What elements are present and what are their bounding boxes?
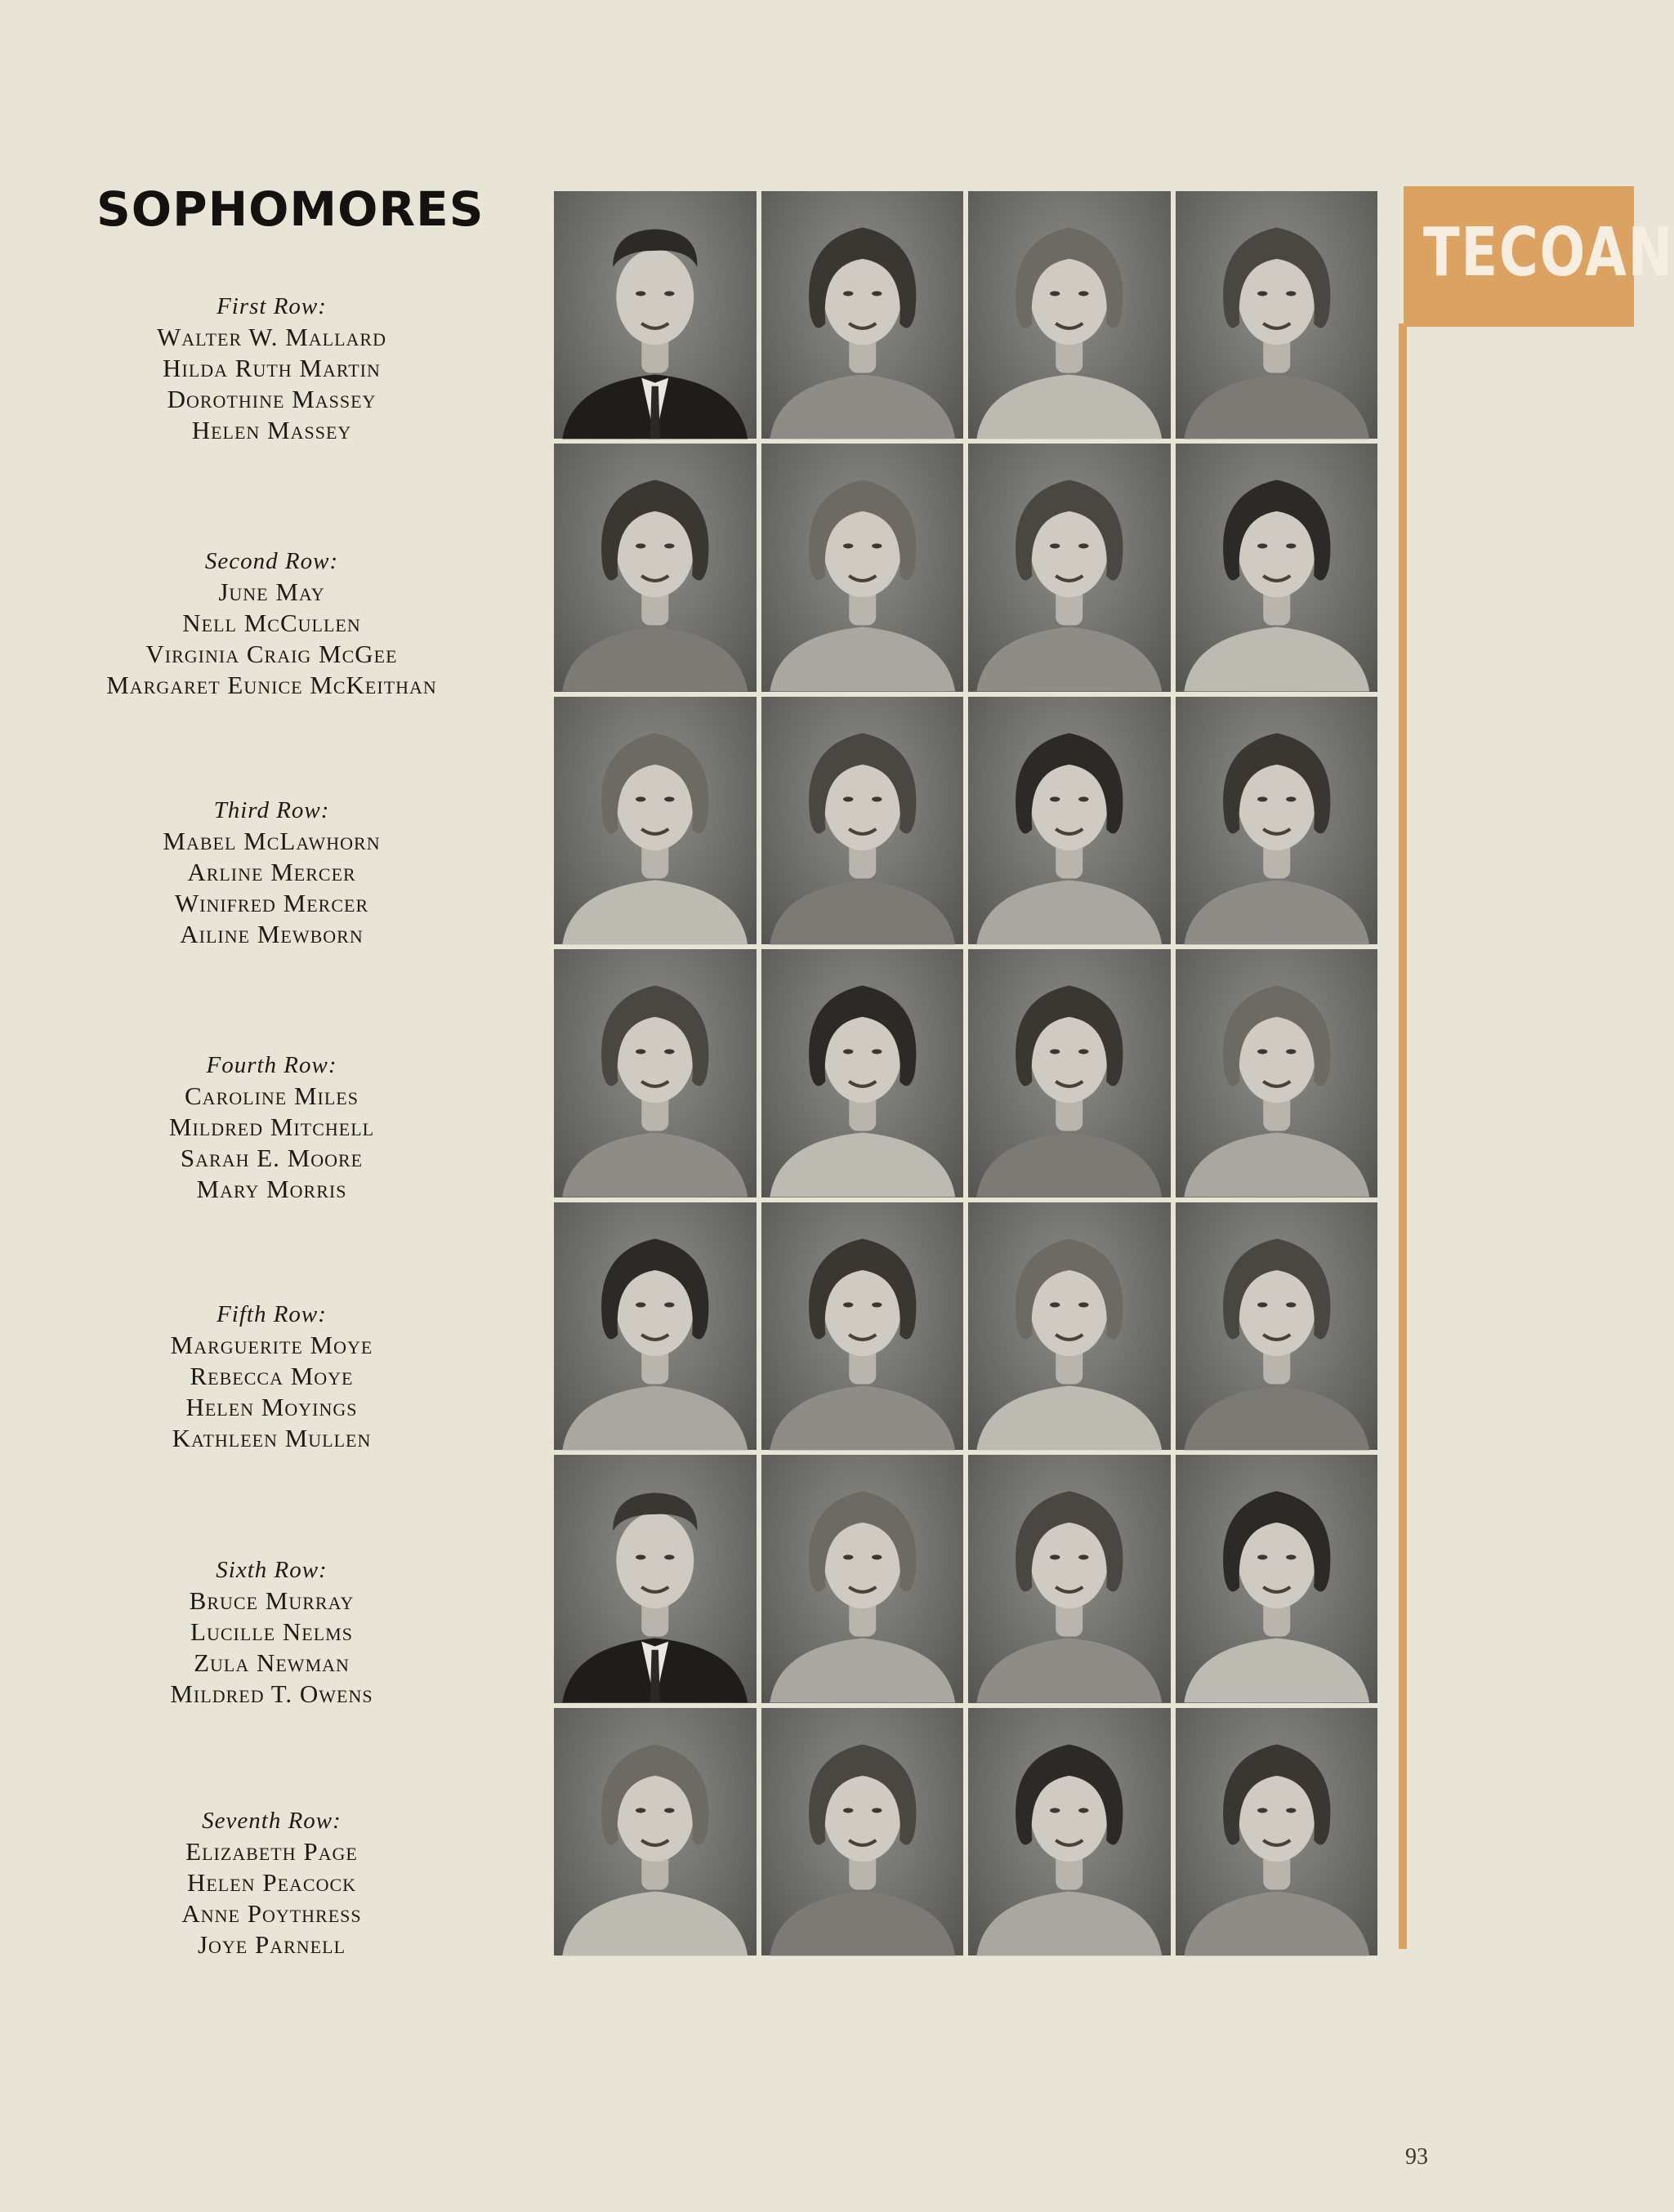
student-portrait [761,697,964,944]
student-portrait [1176,191,1378,439]
student-portrait [554,949,757,1197]
student-name: Bruce Murray [189,1586,355,1615]
row-label: Sixth Row: [216,1557,328,1583]
student-name: Joye Parnell [197,1930,346,1959]
student-portrait [554,1455,757,1702]
row-caption-5 [82,1299,462,1454]
student-portrait [761,1455,964,1702]
row-caption-3 [82,795,462,950]
student-name: Mary Morris [196,1175,347,1203]
student-portrait [1176,1708,1378,1956]
portrait-grid [554,191,1377,1956]
student-name: Anne Poythress [181,1899,362,1928]
student-portrait [761,444,964,691]
student-name: Dorothine Massey [167,385,377,413]
row-label: Fourth Row: [206,1052,337,1078]
student-name: Helen Moyings [185,1393,358,1421]
student-name: Marguerite Moye [170,1331,373,1359]
student-portrait [968,949,1171,1197]
student-portrait [554,697,757,944]
student-name: Sarah E. Moore [180,1144,364,1172]
row-label: First Row: [217,293,327,319]
student-portrait [761,1708,964,1956]
row-caption-4 [82,1050,462,1205]
student-name: Margaret Eunice McKeithan [106,671,437,699]
student-name: Helen Massey [191,416,352,444]
student-name: Elizabeth Page [185,1837,358,1866]
student-portrait [1176,1202,1378,1450]
student-name: Kathleen Mullen [172,1424,372,1452]
student-name: Helen Peacock [186,1868,357,1897]
student-portrait [968,1708,1171,1956]
student-portrait [968,697,1171,944]
student-portrait [761,1202,964,1450]
row-caption-6 [82,1554,462,1710]
student-name: June May [218,578,325,606]
section-tab-label: TECOAN [1423,214,1674,292]
student-portrait [1176,949,1378,1197]
student-name: Mildred Mitchell [168,1113,375,1141]
student-portrait [968,191,1171,439]
row-caption-2 [82,546,462,701]
student-portrait [1176,697,1378,944]
student-name: Mabel McLawhorn [163,827,381,855]
student-portrait [1176,444,1378,691]
student-portrait [968,1202,1171,1450]
student-name: Nell McCullen [182,609,361,637]
row-caption-1 [82,291,462,446]
student-name: Lucille Nelms [190,1617,353,1646]
row-caption-7 [82,1805,462,1960]
student-name: Hilda Ruth Martin [163,354,381,382]
student-portrait [761,191,964,439]
row-label: Fifth Row: [217,1301,327,1327]
student-name: Ailine Mewborn [180,920,364,948]
student-name: Walter W. Mallard [157,323,386,351]
row-label: Second Row: [204,548,339,574]
page-number: 93 [1405,2144,1428,2170]
student-portrait [554,1708,757,1956]
student-name: Arline Mercer [187,858,356,886]
student-name: Mildred T. Owens [170,1679,373,1708]
page-heading: SOPHOMORES [96,181,484,237]
student-portrait [554,444,757,691]
student-name: Caroline Miles [185,1081,359,1110]
row-label: Third Row: [213,797,330,823]
student-name: Virginia Craig McGee [145,640,398,668]
student-portrait [761,949,964,1197]
student-portrait [968,444,1171,691]
student-name: Zula Newman [194,1648,350,1677]
student-name: Winifred Mercer [174,889,369,917]
margin-rule [1399,323,1407,1949]
student-portrait [554,1202,757,1450]
student-portrait [554,191,757,439]
row-label: Seventh Row: [202,1808,341,1834]
student-portrait [1176,1455,1378,1702]
student-portrait [968,1455,1171,1702]
student-name: Rebecca Moye [190,1362,354,1390]
